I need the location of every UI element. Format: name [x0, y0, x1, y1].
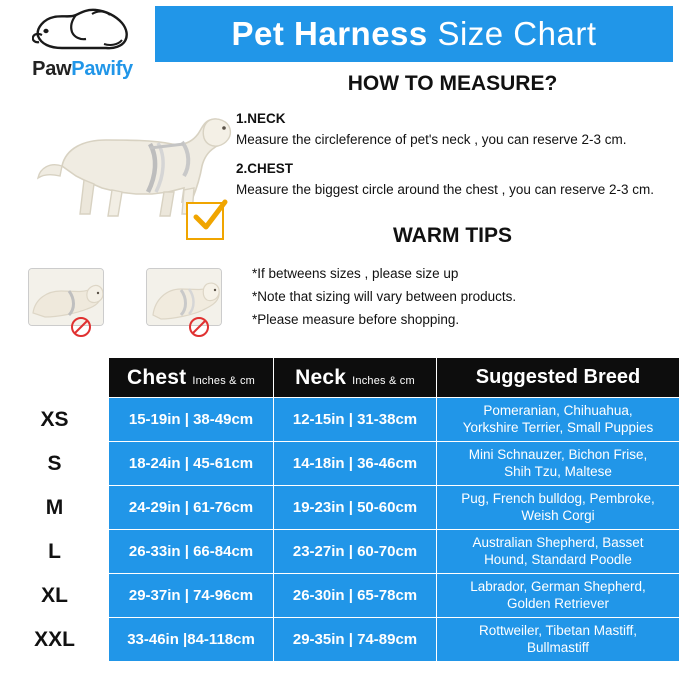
check-icon	[190, 196, 230, 236]
prohibited-icon-1	[70, 316, 92, 338]
cell-neck: 14-18in | 36-46cm	[274, 442, 437, 486]
page-title	[232, 15, 597, 53]
header-chest	[109, 358, 274, 398]
dog-head-icon	[32, 6, 132, 54]
header-neck-label: Neck	[295, 365, 347, 389]
step-neck-label: 1.NECK	[236, 111, 286, 126]
cell-neck: 29-35in | 74-89cm	[274, 618, 437, 662]
cell-size: L	[1, 530, 109, 574]
brand-name-dark: Paw	[32, 58, 72, 80]
page-title-light: Size Chart	[437, 15, 597, 52]
how-to-measure-title: HOW TO MEASURE?	[347, 72, 558, 95]
cell-breed: Rottweiler, Tibetan Mastiff, Bullmastiff	[437, 618, 679, 662]
warm-tip-3: *Please measure before shopping.	[252, 312, 460, 327]
cell-breed: Pomeranian, Chihuahua, Yorkshire Terrier, Small Puppies	[437, 398, 679, 442]
cell-size: XL	[1, 574, 109, 618]
cell-neck: 23-27in | 60-70cm	[274, 530, 437, 574]
header-breed	[437, 358, 679, 398]
warm-tip-1: *If betweens sizes , please size up	[252, 266, 459, 281]
step-chest-label: 2.CHEST	[236, 161, 294, 176]
table-row	[1, 398, 679, 442]
header-chest-units: Inches & cm	[192, 374, 256, 387]
cell-breed: Pug, French bulldog, Pembroke, Weish Corgi	[437, 486, 679, 530]
cell-breed: Australian Shepherd, Basset Hound, Standard Poodle	[437, 530, 679, 574]
header-neck	[274, 358, 437, 398]
header-breed-label: Suggested Breed	[475, 366, 641, 388]
table-row	[1, 486, 679, 530]
cell-chest: 29-37in | 74-96cm	[109, 574, 274, 618]
cell-breed: Mini Schnauzer, Bichon Frise, Shih Tzu, Maltese	[437, 442, 679, 486]
size-table	[0, 357, 679, 662]
table-row	[1, 574, 679, 618]
cell-breed: Labrador, German Shepherd, Golden Retriever	[437, 574, 679, 618]
header-size-blank	[1, 358, 109, 398]
cell-chest: 33-46in |84-118cm	[109, 618, 274, 662]
cell-neck: 26-30in | 65-78cm	[274, 574, 437, 618]
cell-size: M	[1, 486, 109, 530]
cell-neck: 12-15in | 31-38cm	[274, 398, 437, 442]
size-table-container	[0, 357, 679, 679]
header-neck-units: Inches & cm	[352, 374, 415, 387]
cell-neck: 19-23in | 50-60cm	[274, 486, 437, 530]
step-chest-description: Measure the biggest circle around the chest , you can reserve 2-3 cm.	[236, 182, 654, 197]
size-table-body	[1, 398, 679, 662]
brand-name	[10, 58, 155, 81]
dog-wrong-illustration-2	[147, 269, 222, 326]
measure-illustration	[14, 96, 272, 236]
cell-size: XS	[1, 398, 109, 442]
cell-chest: 26-33in | 66-84cm	[109, 530, 274, 574]
table-row	[1, 530, 679, 574]
cell-size: S	[1, 442, 109, 486]
cell-size: XXL	[1, 618, 109, 662]
brand-logo	[10, 6, 155, 86]
page-title-bold: Pet Harness	[231, 15, 428, 52]
size-table-header	[1, 358, 679, 398]
table-row	[1, 442, 679, 486]
warm-tips-title: WARM TIPS	[393, 224, 512, 247]
dog-wrong-illustration-1	[29, 269, 104, 326]
table-row	[1, 618, 679, 662]
step-neck-description: Measure the circleference of pet's neck , you can reserve 2-3 cm.	[236, 132, 627, 147]
cell-chest: 15-19in | 38-49cm	[109, 398, 274, 442]
incorrect-example-1	[28, 268, 104, 326]
brand-name-blue: Pawify	[71, 58, 133, 80]
header-bar	[155, 6, 673, 62]
header-chest-label: Chest	[126, 365, 187, 389]
prohibited-icon-2	[188, 316, 210, 338]
cell-chest: 18-24in | 45-61cm	[109, 442, 274, 486]
incorrect-example-2	[146, 268, 222, 326]
cell-chest: 24-29in | 61-76cm	[109, 486, 274, 530]
warm-tip-2: *Note that sizing will vary between products.	[252, 289, 517, 304]
